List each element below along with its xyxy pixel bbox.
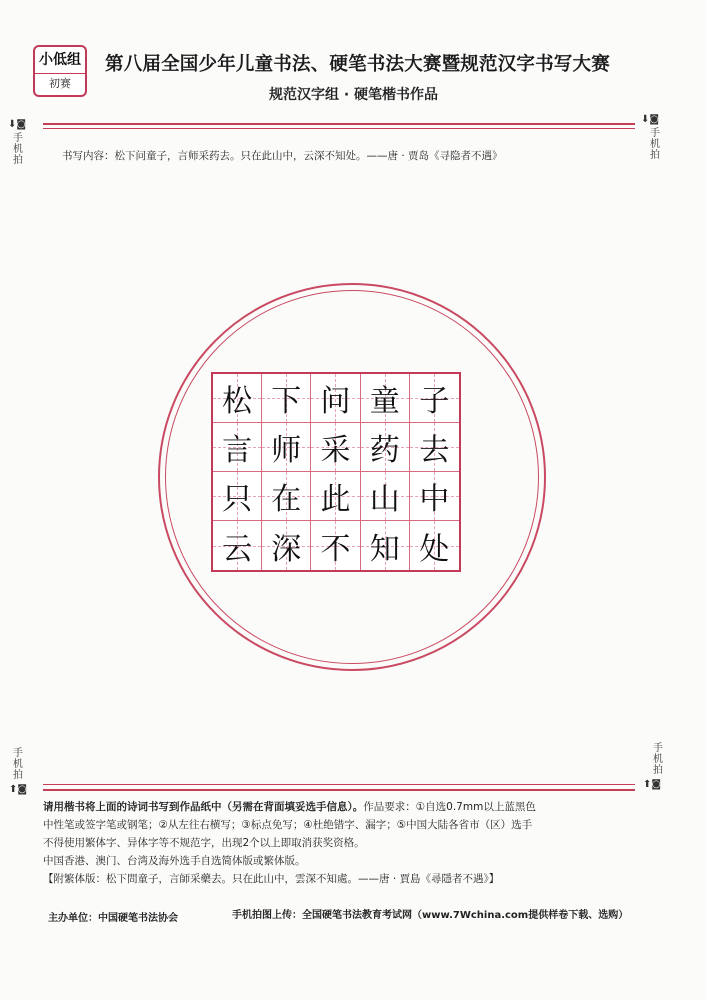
bottom-rule-thin [43, 784, 635, 785]
top-rule [43, 123, 635, 125]
page-title: 第八届全国少年儿童书法、硬笔书法大赛暨规范汉字书写大赛 [105, 54, 610, 75]
grid-cell: 知 [361, 521, 410, 570]
camera-down-icon: ⬇◙ [641, 114, 660, 125]
grid-cell: 药 [361, 423, 410, 472]
grid-cell: 松 [213, 374, 262, 423]
grid-cell: 不 [311, 521, 360, 570]
badge-group: 小低组 [35, 47, 85, 74]
phone-shot-label-bottom-left: 手机拍 [13, 748, 23, 781]
phone-shot-label-bottom-right: 手机拍 [653, 743, 663, 776]
instructions-requirements: 作品要求：①自选0.7mm以上蓝黑色 [363, 801, 536, 813]
phone-shot-label-top-left: 手机拍 [13, 133, 23, 166]
bottom-rule [43, 789, 635, 791]
camera-up-icon: ⬆◙ [643, 779, 662, 790]
camera-down-icon: ⬇◙ [8, 119, 27, 130]
grid-cell: 处 [410, 521, 459, 570]
grid-cell: 言 [213, 423, 262, 472]
instructions-traditional: 【附繁体版：松下問童子，言師采藥去。只在此山中，雲深不知處。——唐 · 賈島《尋隱者不遇》】 [43, 873, 500, 885]
grid-cell: 中 [410, 472, 459, 521]
organizer: 主办单位：中国硬笔书法协会 [48, 913, 178, 924]
writing-content: 书写内容：松下问童子，言师采药去。只在此山中，云深不知处。——唐 · 贾岛《寻隐者不遇》 [62, 150, 503, 162]
instructions-line: 不得使用繁体字、异体字等不规范字，出现2个以上即取消获奖资格。 [43, 837, 365, 849]
grid-cell: 此 [311, 472, 360, 521]
grid-cell: 只 [213, 472, 262, 521]
badge-stage: 初赛 [49, 77, 71, 90]
grid-cell: 师 [262, 423, 311, 472]
instructions-line: 中国香港、澳门、台湾及海外选手自选简体版或繁体版。 [43, 855, 306, 867]
instructions-line: 中性笔或签字笔或钢笔；②从左往右横写；③标点免写；④杜绝错字、漏字；⑤中国大陆各省市（区）选手 [43, 819, 533, 831]
grid-cell: 深 [262, 521, 311, 570]
top-rule-thin [43, 128, 635, 129]
camera-up-icon: ⬆◙ [9, 784, 28, 795]
grid-cell: 去 [410, 423, 459, 472]
phone-shot-label-top-right: 手机拍 [650, 128, 660, 161]
upload-info: 手机拍图上传：全国硬笔书法教育考试网（www.7Wchina.com提供样卷下载、选购） [232, 910, 629, 921]
grid-cell: 下 [262, 374, 311, 423]
grid-cell: 云 [213, 521, 262, 570]
writing-grid [211, 372, 461, 572]
grid-cell: 山 [361, 472, 410, 521]
page-subtitle: 规范汉字组 · 硬笔楷书作品 [268, 87, 439, 103]
grid-cell: 子 [410, 374, 459, 423]
grid-cell: 童 [361, 374, 410, 423]
grid-cell: 在 [262, 472, 311, 521]
instructions [43, 798, 668, 888]
grid-cell: 采 [311, 423, 360, 472]
grid-cell: 问 [311, 374, 360, 423]
instructions-lead: 请用楷书将上面的诗词书写到作品纸中（另需在背面填妥选手信息）。 [43, 801, 364, 813]
